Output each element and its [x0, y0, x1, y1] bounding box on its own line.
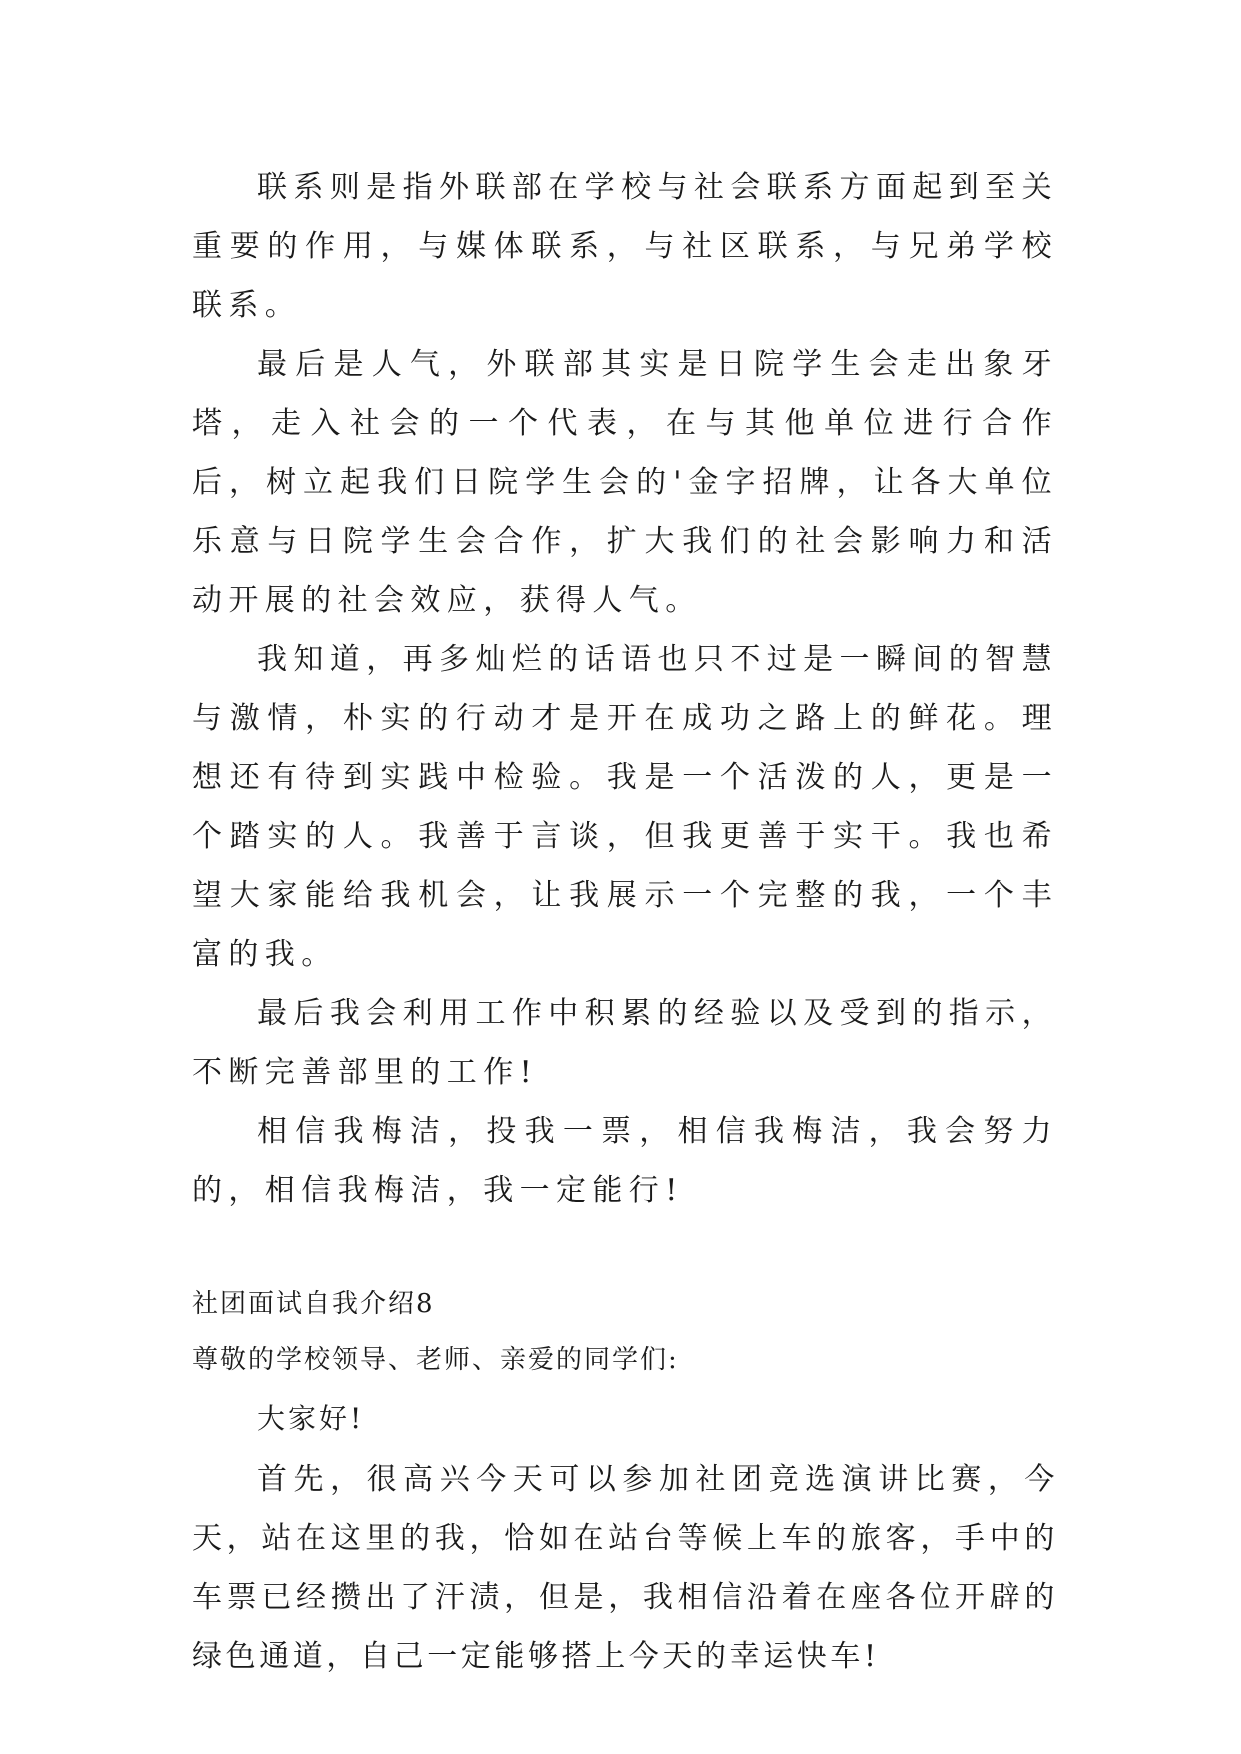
- paragraph-popularity: 最后是人气，外联部其实是日院学生会走出象牙塔，走入社会的一个代表，在与其他单位进行合作后，树立起我们日院学生会的'金字招牌，让各大单位乐意与日院学生会合作，扩大我们的社会影响力和活动开展的社会效应，获得人气。: [192, 347, 1058, 618]
- paragraph-contact: 联系则是指外联部在学校与社会联系方面起到至关重要的作用，与媒体联系，与社区联系，与兄弟学校联系。: [192, 170, 1058, 323]
- greeting: 大家好!: [257, 1402, 365, 1435]
- paragraph-experience: 最后我会利用工作中积累的经验以及受到的指示，不断完善部里的工作!: [192, 996, 1058, 1090]
- paragraph-vote: 相信我梅洁，投我一票，相信我梅洁，我会努力的，相信我梅洁，我一定能行!: [192, 1114, 1058, 1208]
- section-title: 社团面试自我介绍8: [192, 1289, 435, 1319]
- document-page: [192, 158, 1058, 1686]
- paragraph-knowing: 我知道，再多灿烂的话语也只不过是一瞬间的智慧与激情，朴实的行动才是开在成功之路上的鲜花。理想还有待到实践中检验。我是一个活泼的人，更是一个踏实的人。我善于言谈，但我更善于实干。我也希望大家能给我机会，让我展示一个完整的我，一个丰富的我。: [192, 642, 1058, 972]
- salutation: 尊敬的学校领导、老师、亲爱的同学们:: [192, 1345, 679, 1375]
- section-gap: [192, 1220, 1058, 1276]
- paragraph-opening: 首先，很高兴今天可以参加社团竞选演讲比赛，今天，站在这里的我，恰如在站台等候上车的旅客，手中的车票已经攒出了汗渍，但是，我相信沿着在座各位开辟的绿色通道，自己一定能够搭上今天的幸运快车!: [192, 1462, 1058, 1674]
